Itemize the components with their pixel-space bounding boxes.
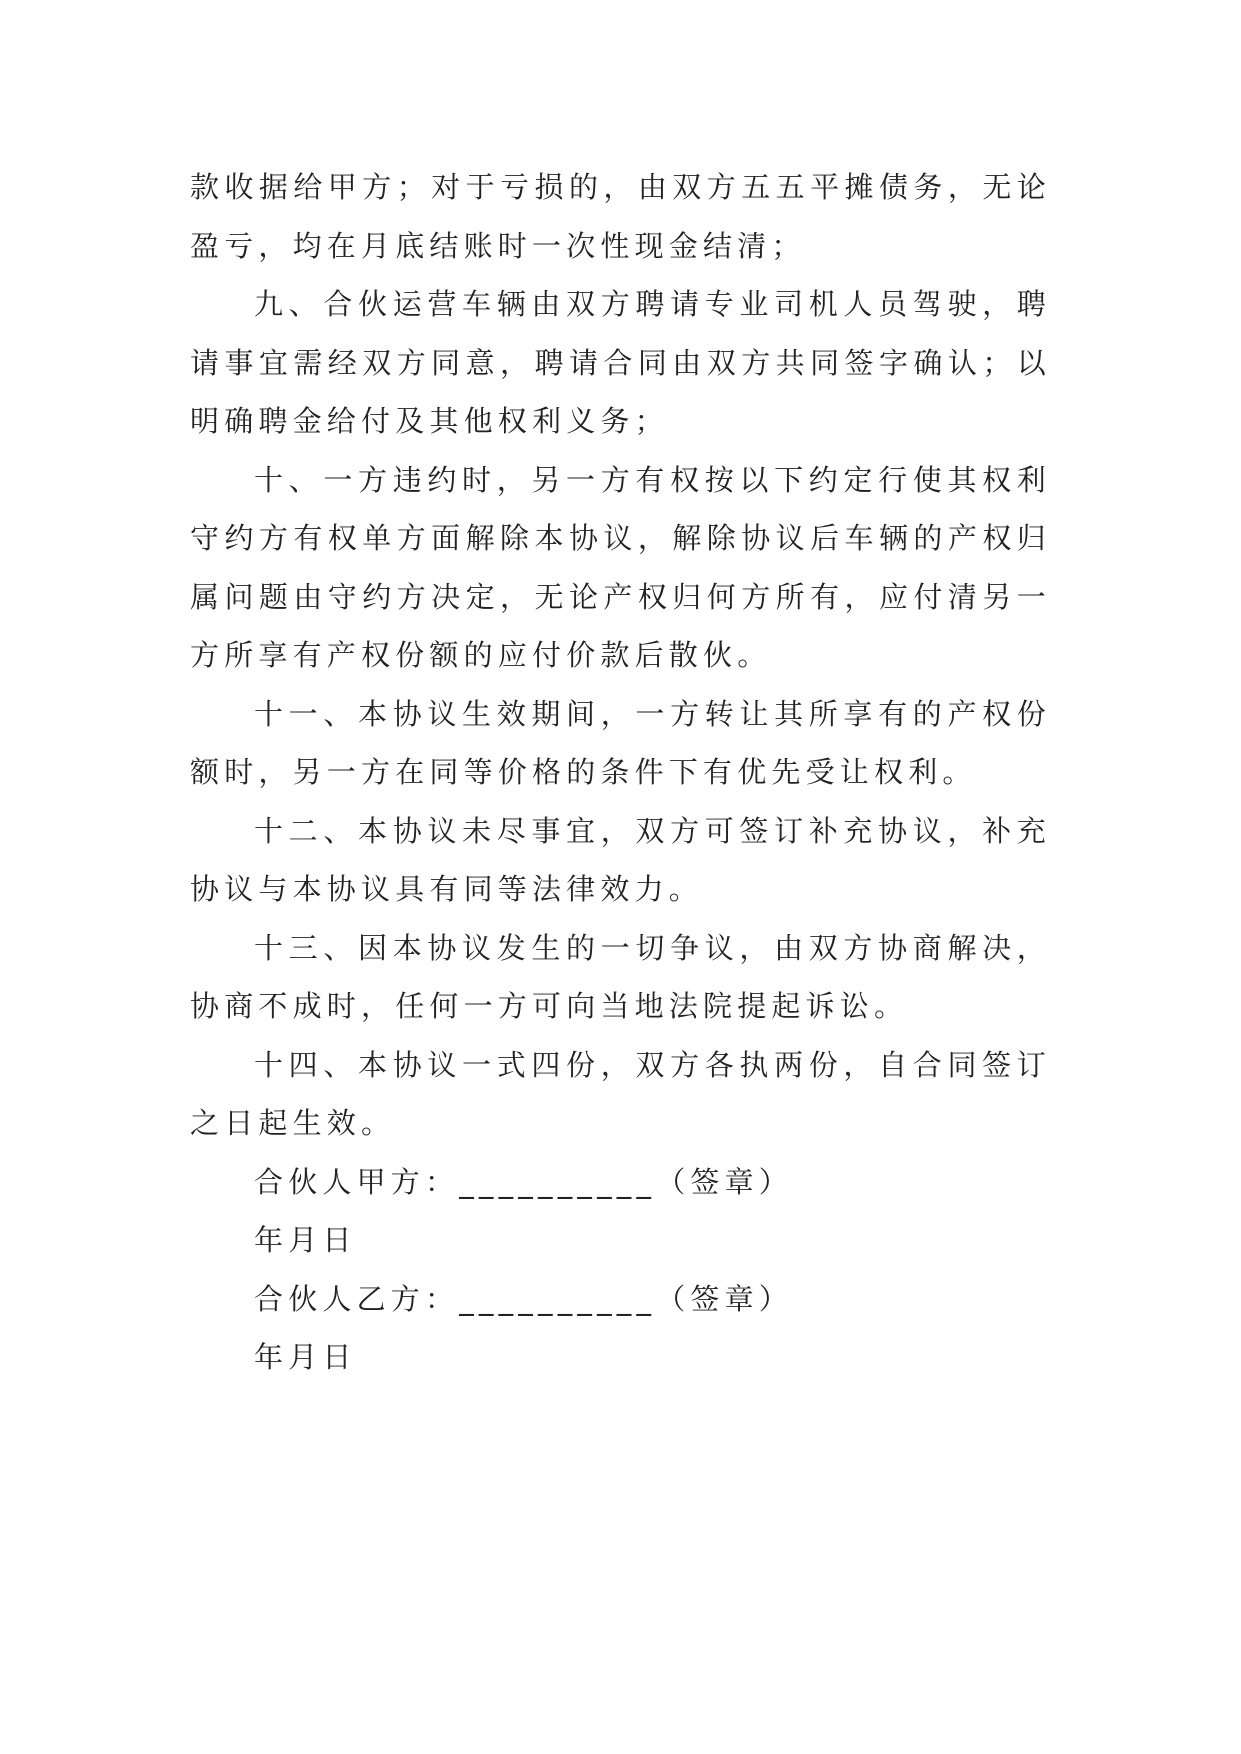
clause-11: 十一、本协议生效期间，一方转让其所享有的产权份额时，另一方在同等价格的条件下有优先受让权利。 [190, 696, 1051, 789]
clause-10: 十、一方违约时，另一方有权按以下约定行使其权利守约方有权单方面解除本协议，解除协议后车辆的产权归属问题由守约方决定，无论产权归何方所有，应付清另一方所享有产权份额的应付价款后散伙。 [190, 462, 1051, 672]
clause-14: 十四、本协议一式四份，双方各执两份，自合同签订之日起生效。 [190, 1047, 1051, 1140]
document-page [190, 158, 1051, 1387]
signature-party-b: 合伙人乙方：__________（签章） [254, 1281, 794, 1316]
paragraph-continuation: 款收据给甲方；对于亏损的，由双方五五平摊债务，无论盈亏，均在月底结账时一次性现金结清； [190, 170, 1051, 263]
signature-party-a: 合伙人甲方：__________（签章） [254, 1164, 794, 1199]
date-party-a: 年月日 [254, 1223, 357, 1257]
clause-9: 九、合伙运营车辆由双方聘请专业司机人员驾驶，聘请事宜需经双方同意，聘请合同由双方共同签字确认；以明确聘金给付及其他权利义务； [190, 287, 1051, 438]
clause-13: 十三、因本协议发生的一切争议，由双方协商解决，协商不成时，任何一方可向当地法院提起诉讼。 [190, 930, 1051, 1023]
clause-12: 十二、本协议未尽事宜，双方可签订补充协议，补充协议与本协议具有同等法律效力。 [190, 813, 1051, 906]
date-party-b: 年月日 [254, 1340, 357, 1374]
